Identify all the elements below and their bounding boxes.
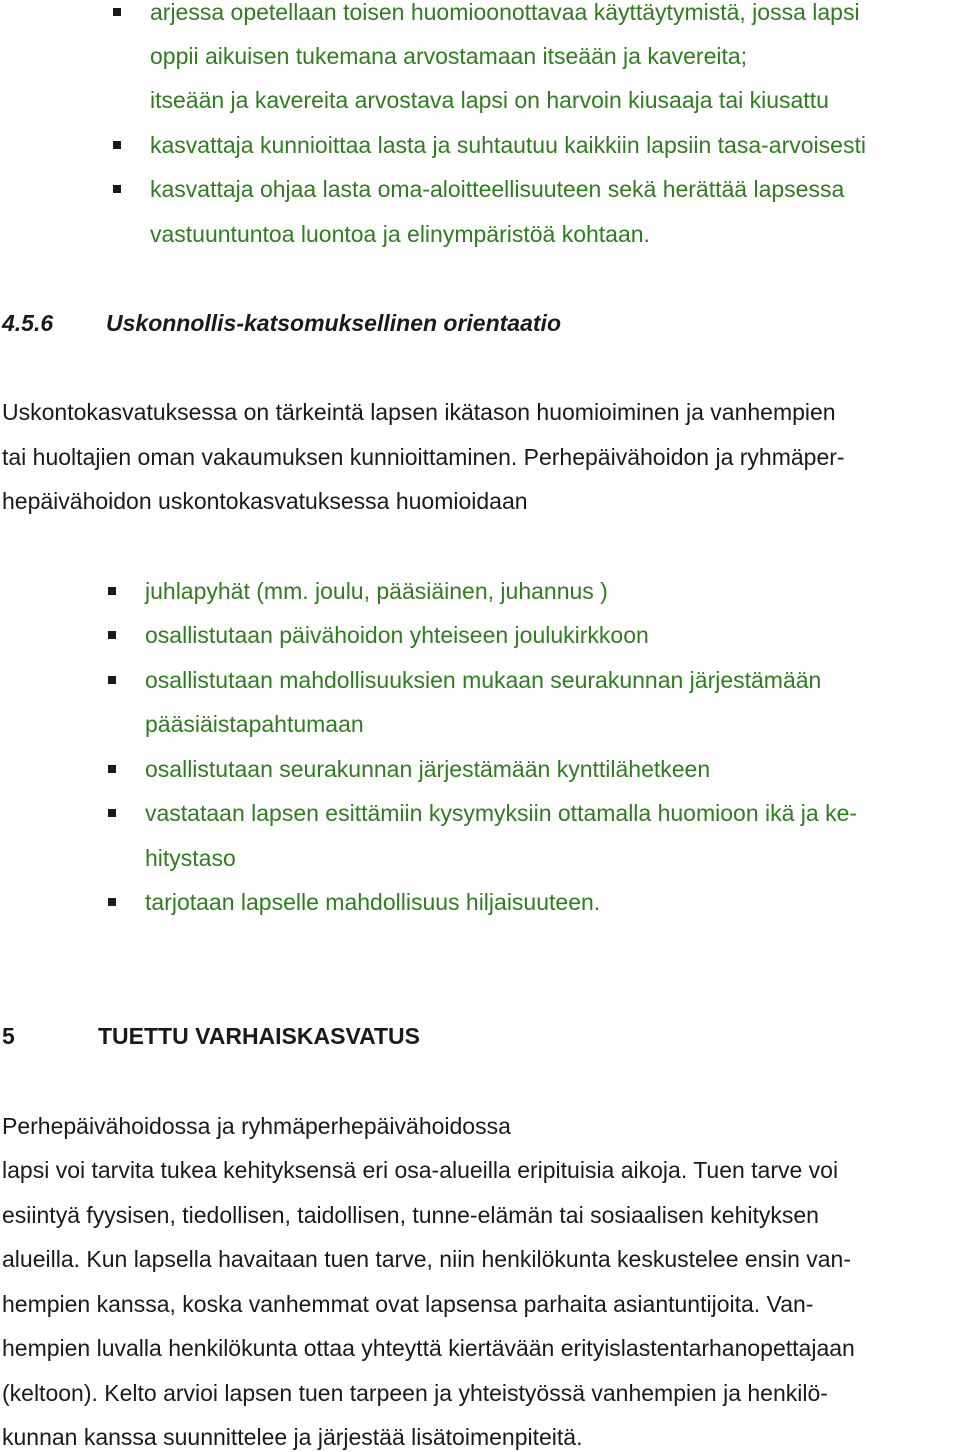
- bullet-square-icon: [108, 898, 116, 906]
- bullet-square-icon: [113, 141, 121, 149]
- list-item-line: hitystaso: [145, 845, 236, 871]
- paragraph-line: alueilla. Kun lapsella havaitaan tuen tarve, niin henkilökunta keskustelee ensin van-: [2, 1246, 851, 1272]
- bullet-square-icon: [113, 8, 121, 16]
- section-title: Uskonnollis-katsomuksellinen orientaatio: [106, 310, 561, 336]
- list-item-line: osallistutaan seurakunnan järjestämään kynttilähetkeen: [145, 756, 711, 782]
- list-item-line: itseään ja kavereita arvostava lapsi on harvoin kiusaaja tai kiusattu: [150, 87, 829, 113]
- list-item-line: osallistutaan päivähoidon yhteiseen joulukirkkoon: [145, 622, 649, 648]
- paragraph-line: kunnan kanssa suunnittelee ja järjestää lisätoimenpiteitä.: [2, 1424, 583, 1450]
- list-item-line: arjessa opetellaan toisen huomioonottavaa käyttäytymistä, jossa lapsi: [150, 0, 860, 25]
- list-item-line: osallistutaan mahdollisuuksien mukaan seurakunnan järjestämään: [145, 667, 822, 693]
- bullet-square-icon: [108, 631, 116, 639]
- paragraph-line: Uskontokasvatuksessa on tärkeintä lapsen ikätason huomioiminen ja vanhempien: [2, 399, 836, 425]
- paragraph-line: hempien kanssa, koska vanhemmat ovat lapsensa parhaita asiantuntijoita. Van-: [2, 1291, 814, 1317]
- section-number: 4.5.6: [2, 310, 54, 336]
- list-item-line: pääsiäistapahtumaan: [145, 711, 364, 737]
- paragraph-line: hempien luvalla henkilökunta ottaa yhteyttä kiertävään erityislastentarhanopettajaan: [2, 1335, 855, 1361]
- paragraph-line: tai huoltajien oman vakaumuksen kunnioittaminen. Perhepäivähoidon ja ryhmäper-: [2, 444, 845, 470]
- list-item-line: oppii aikuisen tukemana arvostamaan itseään ja kavereita;: [150, 43, 748, 69]
- bullet-square-icon: [108, 587, 116, 595]
- bullet-square-icon: [108, 765, 116, 773]
- list-item-line: kasvattaja kunnioittaa lasta ja suhtautuu kaikkiin lapsiin tasa-arvoisesti: [150, 132, 866, 158]
- list-item-line: tarjotaan lapselle mahdollisuus hiljaisuuteen.: [145, 889, 601, 915]
- paragraph-line: (keltoon). Kelto arvioi lapsen tuen tarpeen ja yhteistyössä vanhempien ja henkilö-: [2, 1380, 828, 1406]
- chapter-number: 5: [2, 1023, 15, 1049]
- paragraph-line: hepäivähoidon uskontokasvatuksessa huomioidaan: [2, 488, 528, 514]
- list-item-line: kasvattaja ohjaa lasta oma-aloitteellisuuteen sekä herättää lapsessa: [150, 176, 845, 202]
- paragraph-line: esiintyä fyysisen, tiedollisen, taidollisen, tunne-elämän tai sosiaalisen kehityksen: [2, 1202, 819, 1228]
- paragraph-line: lapsi voi tarvita tukea kehityksensä eri osa-alueilla eripituisia aikoja. Tuen tarve voi: [2, 1157, 839, 1183]
- chapter-title: TUETTU VARHAISKASVATUS: [98, 1023, 420, 1049]
- list-item-line: juhlapyhät (mm. joulu, pääsiäinen, juhannus ): [145, 578, 608, 604]
- bullet-square-icon: [108, 676, 116, 684]
- bullet-square-icon: [113, 185, 121, 193]
- list-item-line: vastuuntuntoa luontoa ja elinympäristöä kohtaan.: [150, 221, 650, 247]
- list-item-line: vastataan lapsen esittämiin kysymyksiin ottamalla huomioon ikä ja ke-: [145, 800, 858, 826]
- bullet-square-icon: [108, 809, 116, 817]
- paragraph-line: Perhepäivähoidossa ja ryhmäperhepäivähoidossa: [2, 1113, 511, 1139]
